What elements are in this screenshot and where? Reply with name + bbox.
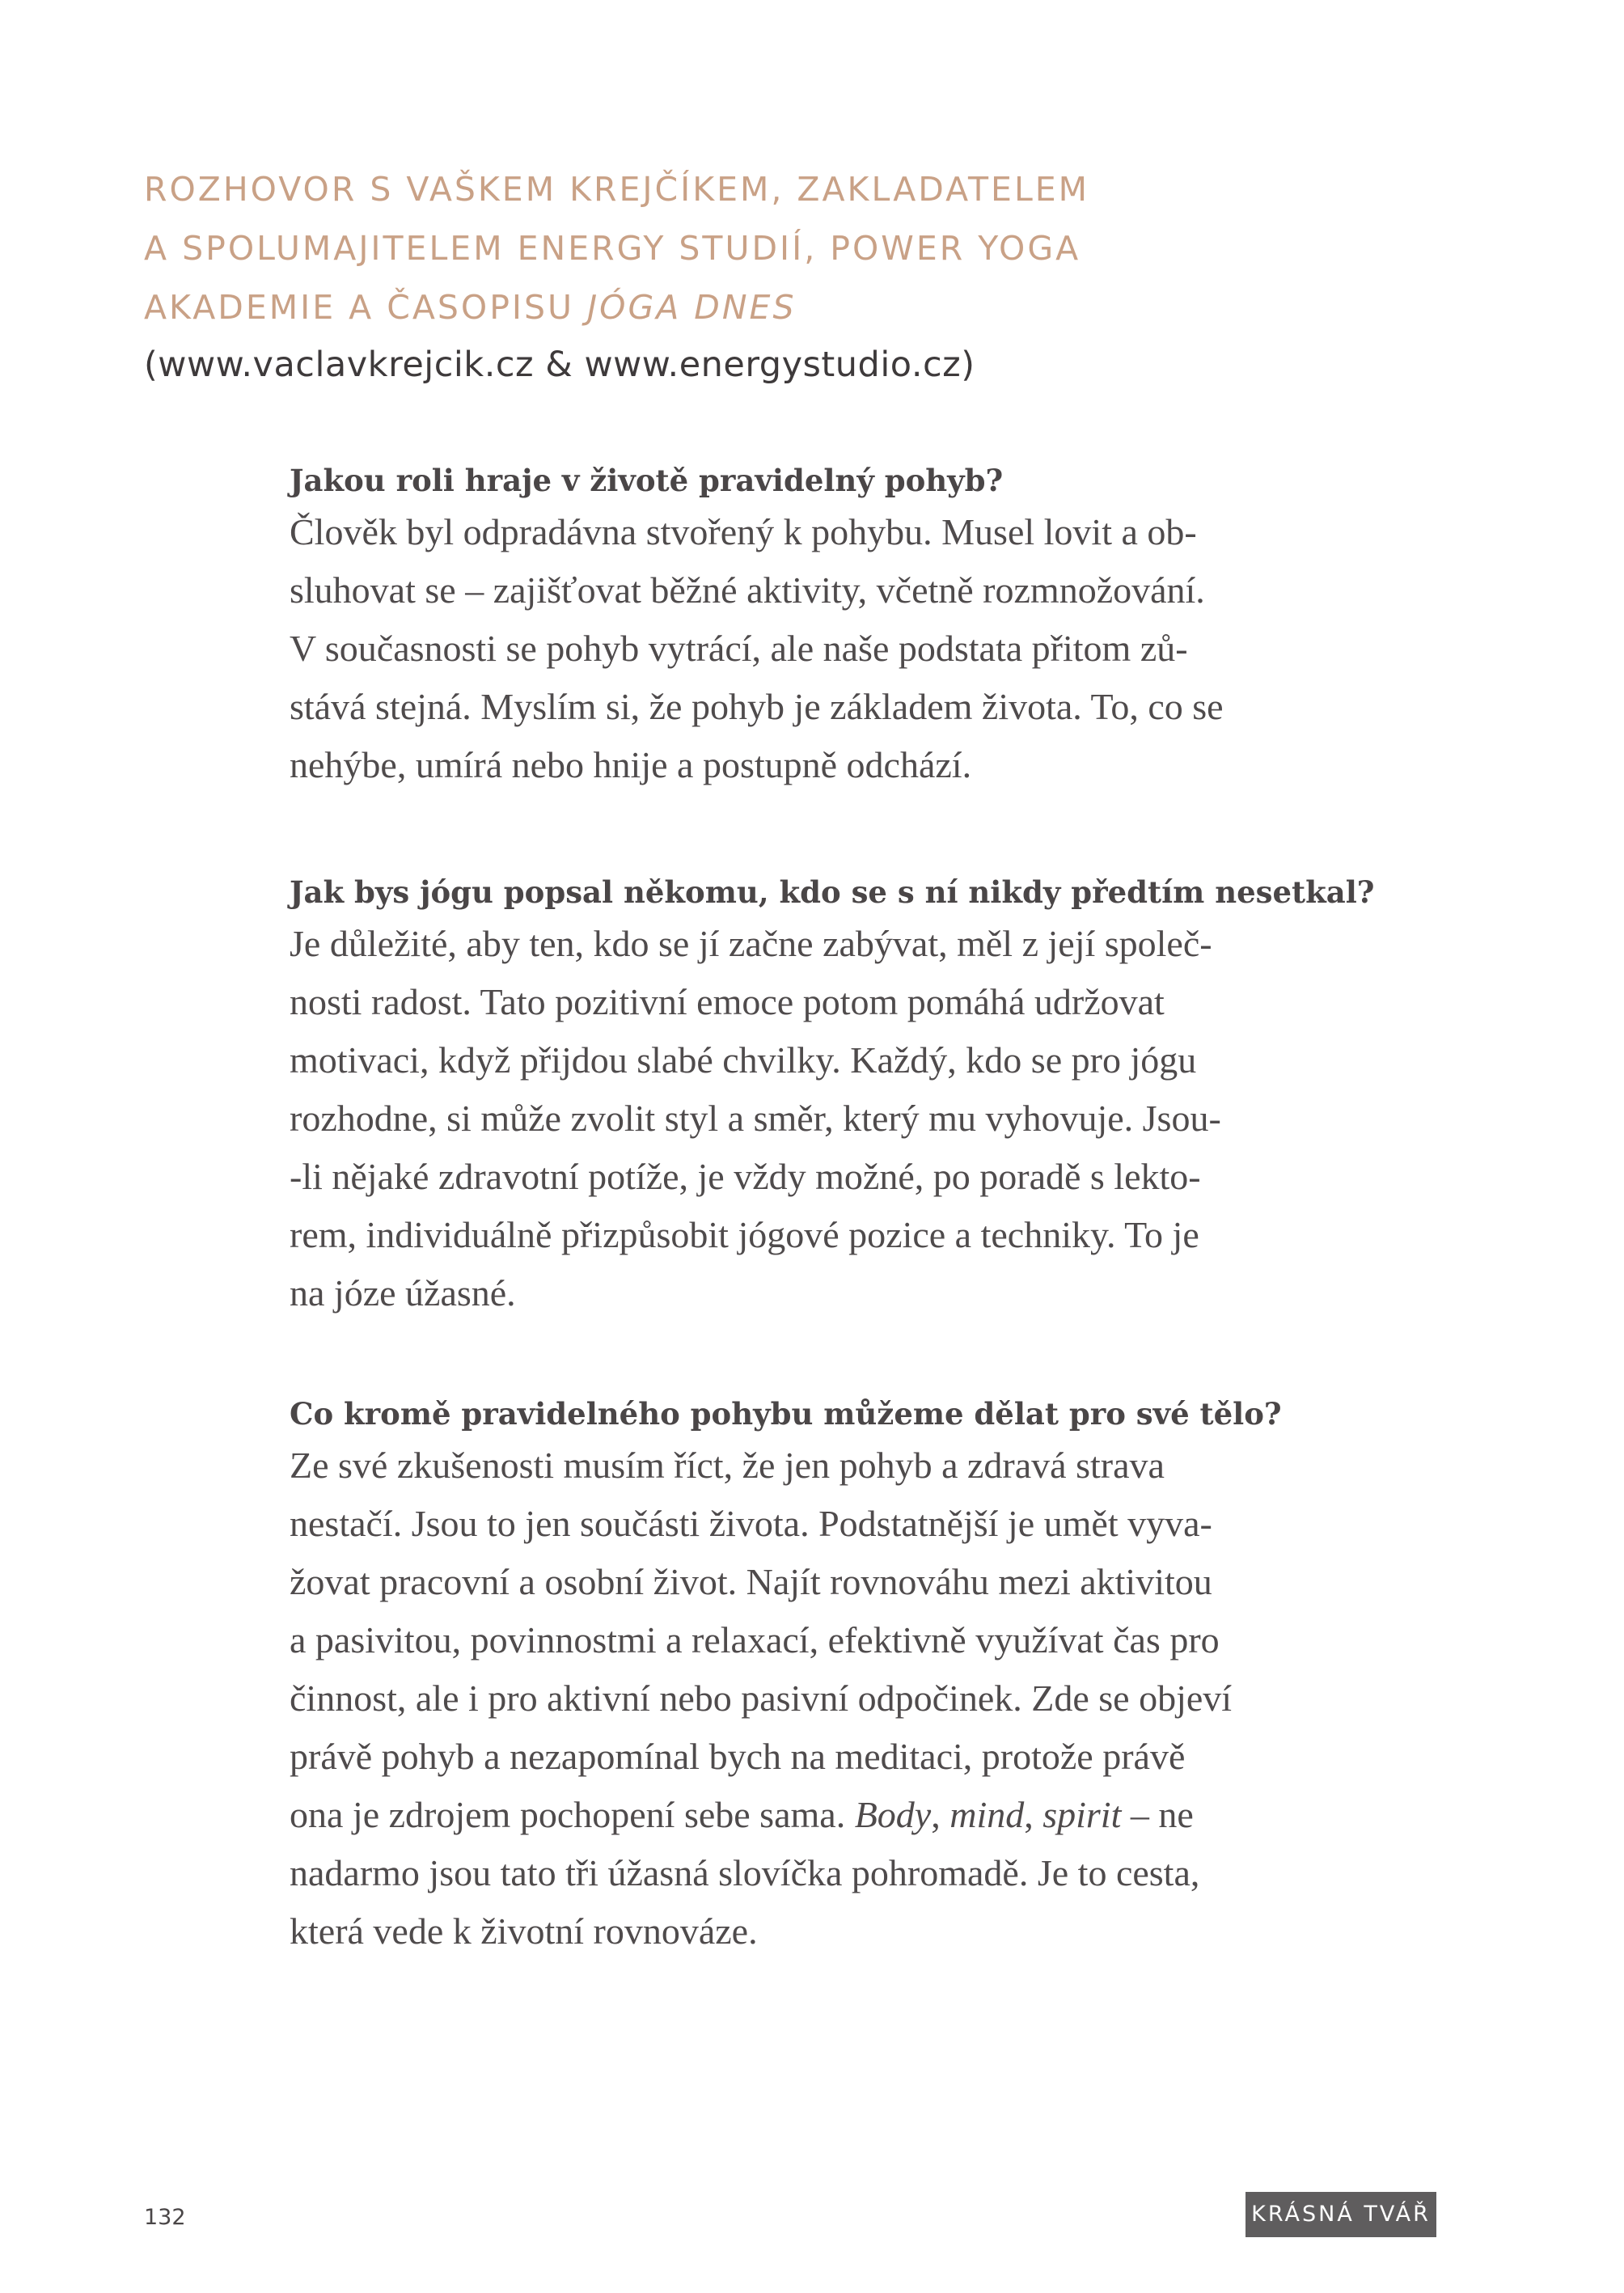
answer-2-line-3: motivaci, když přijdou slabé chvilky. Každý, kdo se pro jógu bbox=[290, 1039, 1197, 1081]
heading-line-1: ROZHOVOR S VAŠKEM KREJČÍKEM, ZAKLADATELEM bbox=[144, 170, 1090, 209]
answer-2-line-2: nosti radost. Tato pozitivní emoce potom pomáhá udržovat bbox=[290, 981, 1165, 1022]
answer-2-line-1: Je důležité, aby ten, kdo se jí začne zabývat, měl z její společ- bbox=[290, 923, 1212, 964]
qa-block-2 bbox=[290, 869, 1375, 1322]
heading-urls: (www.vaclavkrejcik.cz & www.energystudio.cz) bbox=[144, 345, 975, 385]
answer-2-line-7: na józe úžasné. bbox=[290, 1272, 516, 1314]
heading-line-3-text: AKADEMIE A ČASOPISU bbox=[144, 288, 588, 327]
chapter-badge: KRÁSNÁ TVÁŘ bbox=[1245, 2192, 1436, 2237]
answer-2-line-5: -li nějaké zdravotní potíže, je vždy možné, po poradě s lekto- bbox=[290, 1156, 1201, 1197]
separator-1: , bbox=[931, 1794, 950, 1835]
question-3: Co kromě pravidelného pohybu můžeme dělat pro své tělo? bbox=[290, 1396, 1282, 1432]
answer-3-line-9: která vede k životní rovnováze. bbox=[290, 1910, 758, 1952]
answer-1-line-4: stává stejná. Myslím si, že pohyb je základem života. To, co se bbox=[290, 686, 1224, 727]
answer-3-line-7-end: – ne bbox=[1121, 1794, 1194, 1835]
answer-3-line-4: a pasivitou, povinnostmi a relaxací, efektivně využívat čas pro bbox=[290, 1619, 1220, 1661]
separator-2: , bbox=[1024, 1794, 1043, 1835]
answer-2-line-6: rem, individuálně přizpůsobit jógové pozice a techniky. To je bbox=[290, 1214, 1199, 1255]
answer-2-line-4: rozhodne, si může zvolit styl a směr, který mu vyhovuje. Jsou- bbox=[290, 1098, 1221, 1139]
answer-3-line-1: Ze své zkušenosti musím říct, že jen pohyb a zdravá strava bbox=[290, 1445, 1165, 1486]
answer-3-line-7 bbox=[290, 1786, 1309, 1844]
question-2: Jak bys jógu popsal někomu, kdo se s ní nikdy předtím nesetkal? bbox=[290, 874, 1375, 910]
answer-1-line-2: sluhovat se – zajišťovat běžné aktivity, včetně rozmnožování. bbox=[290, 569, 1205, 611]
italic-mind: mind bbox=[949, 1794, 1025, 1835]
answer-3-line-6: právě pohyb a nezapomínal bych na meditaci, protože právě bbox=[290, 1736, 1186, 1777]
magazine-title: JÓGA DNES bbox=[587, 288, 797, 327]
answer-3-line-2: nestačí. Jsou to jen součásti života. Podstatnější je umět vyva- bbox=[290, 1503, 1212, 1544]
answer-3-line-5: činnost, ale i pro aktivní nebo pasivní odpočinek. Zde se objeví bbox=[290, 1677, 1233, 1719]
heading-line-2: A SPOLUMAJITELEM ENERGY STUDIÍ, POWER YOGA bbox=[144, 229, 1081, 268]
answer-3-line-3: žovat pracovní a osobní život. Najít rovnováhu mezi aktivitou bbox=[290, 1561, 1212, 1602]
answer-3-line-8: nadarmo jsou tato tři úžasná slovíčka pohromadě. Je to cesta, bbox=[290, 1852, 1200, 1893]
question-1: Jakou roli hraje v životě pravidelný pohyb? bbox=[290, 463, 1004, 498]
qa-block-1 bbox=[290, 458, 1309, 794]
italic-body: Body bbox=[854, 1794, 932, 1835]
answer-3-line-7-text: ona je zdrojem pochopení sebe sama. bbox=[290, 1794, 855, 1835]
answer-1-line-3: V současnosti se pohyb vytrácí, ale naše podstata přitom zů- bbox=[290, 628, 1188, 669]
heading-line-3 bbox=[144, 278, 1357, 337]
page-number: 132 bbox=[144, 2205, 186, 2230]
qa-block-3 bbox=[290, 1391, 1309, 1961]
italic-spirit: spirit bbox=[1042, 1794, 1122, 1835]
answer-1-line-5: nehýbe, umírá nebo hnije a postupně odchází. bbox=[290, 744, 972, 785]
interview-heading bbox=[144, 160, 1357, 392]
answer-1-line-1: Člověk byl odpradávna stvořený k pohybu. Musel lovit a ob- bbox=[290, 511, 1197, 552]
